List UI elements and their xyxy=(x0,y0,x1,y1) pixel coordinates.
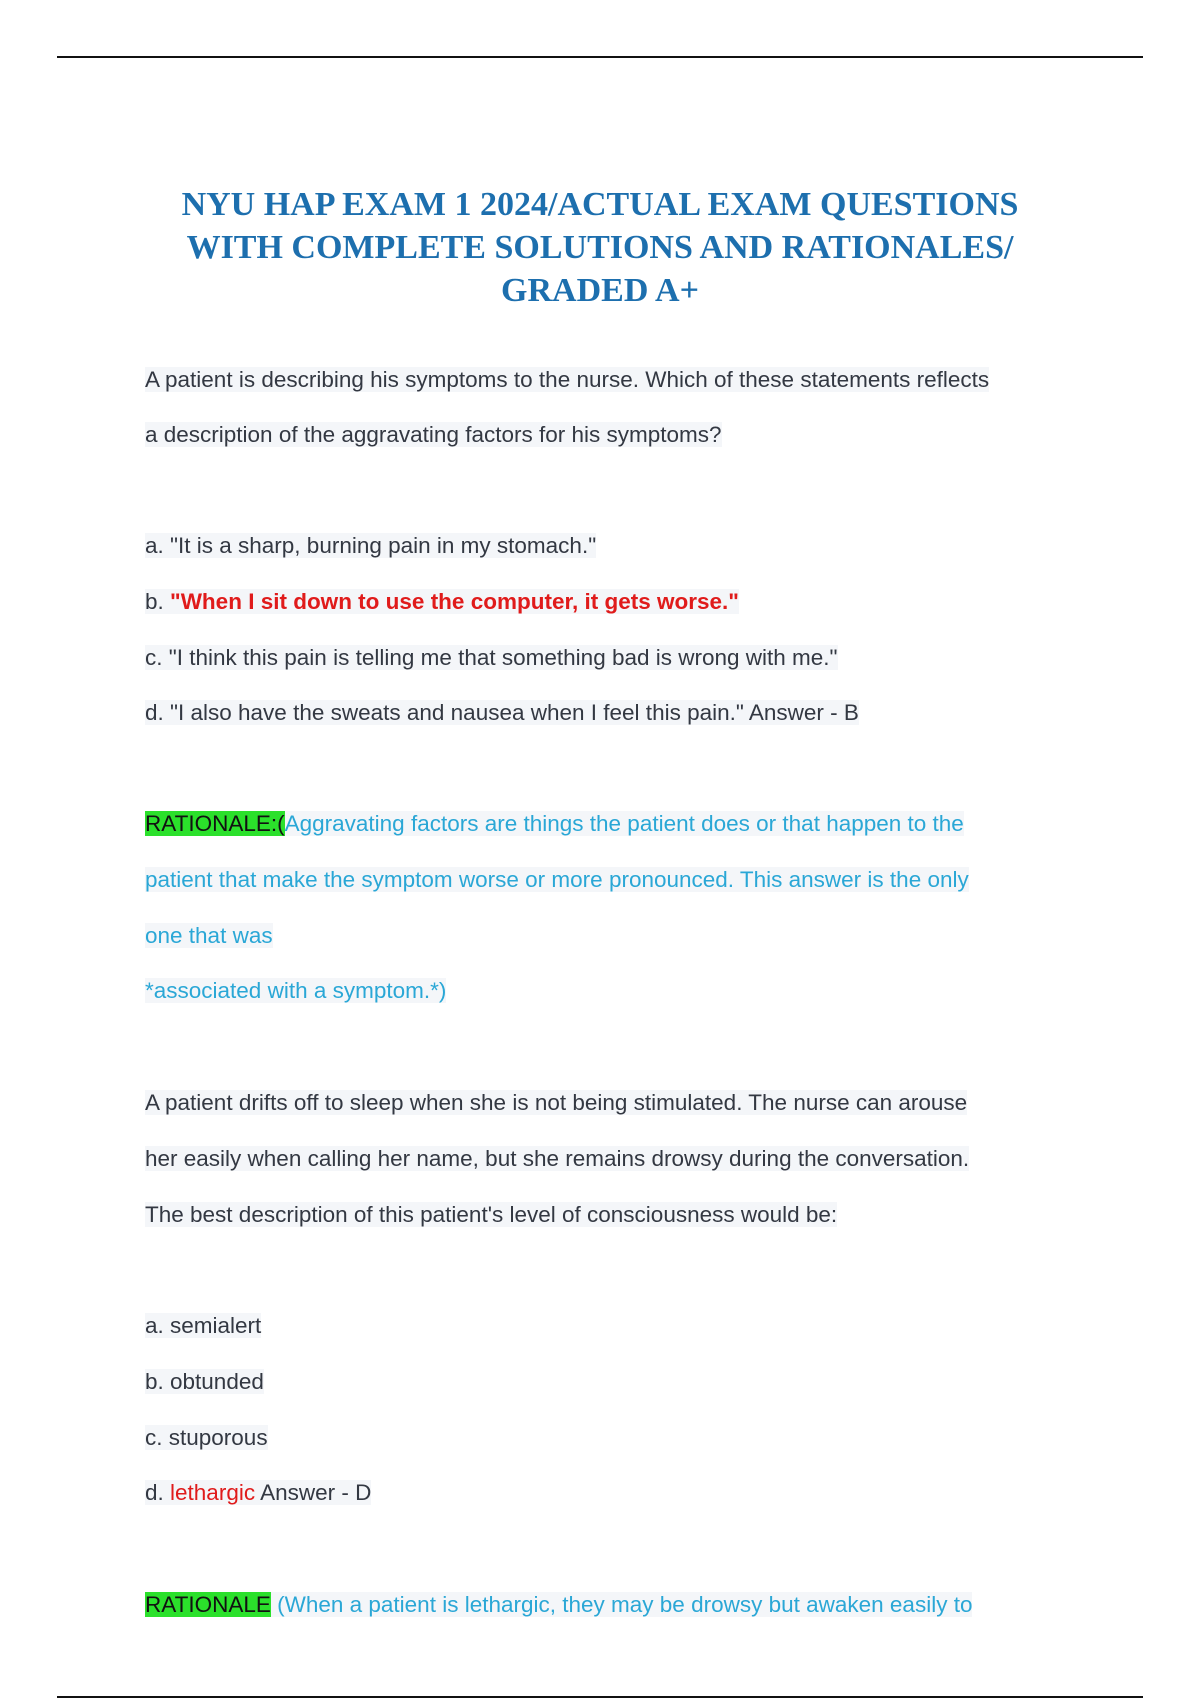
title-line-2: WITH COMPLETE SOLUTIONS AND RATIONALES/ xyxy=(186,229,1014,266)
q2-option-b: b. obtunded xyxy=(145,1369,264,1394)
q2-option-d-prefix: d. xyxy=(145,1480,171,1505)
q2-rationale-line-1: RATIONALE (When a patient is lethargic, they may be drowsy but awaken easily to xyxy=(145,1592,973,1617)
q1-option-b-prefix: b. xyxy=(145,589,171,614)
q1-rationale-label: RATIONALE:( xyxy=(145,811,285,836)
q1-rationale-line-2: patient that make the symptom worse or more pronounced. This answer is the only xyxy=(145,867,969,892)
q1-rationale-line-1: RATIONALE:(Aggravating factors are things the patient does or that happen to the xyxy=(145,811,964,836)
q2-correct-answer: lethargic xyxy=(170,1480,256,1505)
q2-answer-key: Answer - D xyxy=(255,1480,372,1505)
q2-option-c: c. stuporous xyxy=(145,1425,268,1450)
q1-rationale-line-3: one that was xyxy=(145,923,273,948)
q2-stem-line-3: The best description of this patient's level of consciousness would be: xyxy=(145,1202,838,1227)
q1-option-b xyxy=(145,587,739,617)
title-line-1: NYU HAP EXAM 1 2024/ACTUAL EXAM QUESTIONS xyxy=(181,186,1019,223)
q1-option-a: a. "It is a sharp, burning pain in my stomach." xyxy=(145,533,597,558)
q1-option-d: d. "I also have the sweats and nausea when I feel this pain." Answer - B xyxy=(145,700,859,725)
q2-stem-line-1: A patient drifts off to sleep when she is not being stimulated. The nurse can arouse xyxy=(145,1090,968,1115)
q1-correct-answer: "When I sit down to use the computer, it gets worse." xyxy=(170,589,739,614)
q1-stem-line-2: a description of the aggravating factors for his symptoms? xyxy=(145,422,722,447)
q2-option-a: a. semialert xyxy=(145,1313,262,1338)
title-line-3: GRADED A+ xyxy=(501,272,699,309)
q2-stem-line-2: her easily when calling her name, but she remains drowsy during the conversation. xyxy=(145,1146,970,1171)
q1-stem-line-1: A patient is describing his symptoms to the nurse. Which of these statements reflects xyxy=(145,367,990,392)
top-rule xyxy=(57,56,1143,58)
q1-option-c: c. "I think this pain is telling me that something bad is wrong with me." xyxy=(145,645,838,670)
bottom-rule xyxy=(57,1696,1143,1698)
q2-option-d xyxy=(145,1478,371,1508)
q1-rationale-line-4: *associated with a symptom.*) xyxy=(145,978,447,1003)
document-title xyxy=(130,183,1070,312)
q2-rationale-label: RATIONALE xyxy=(145,1592,271,1617)
